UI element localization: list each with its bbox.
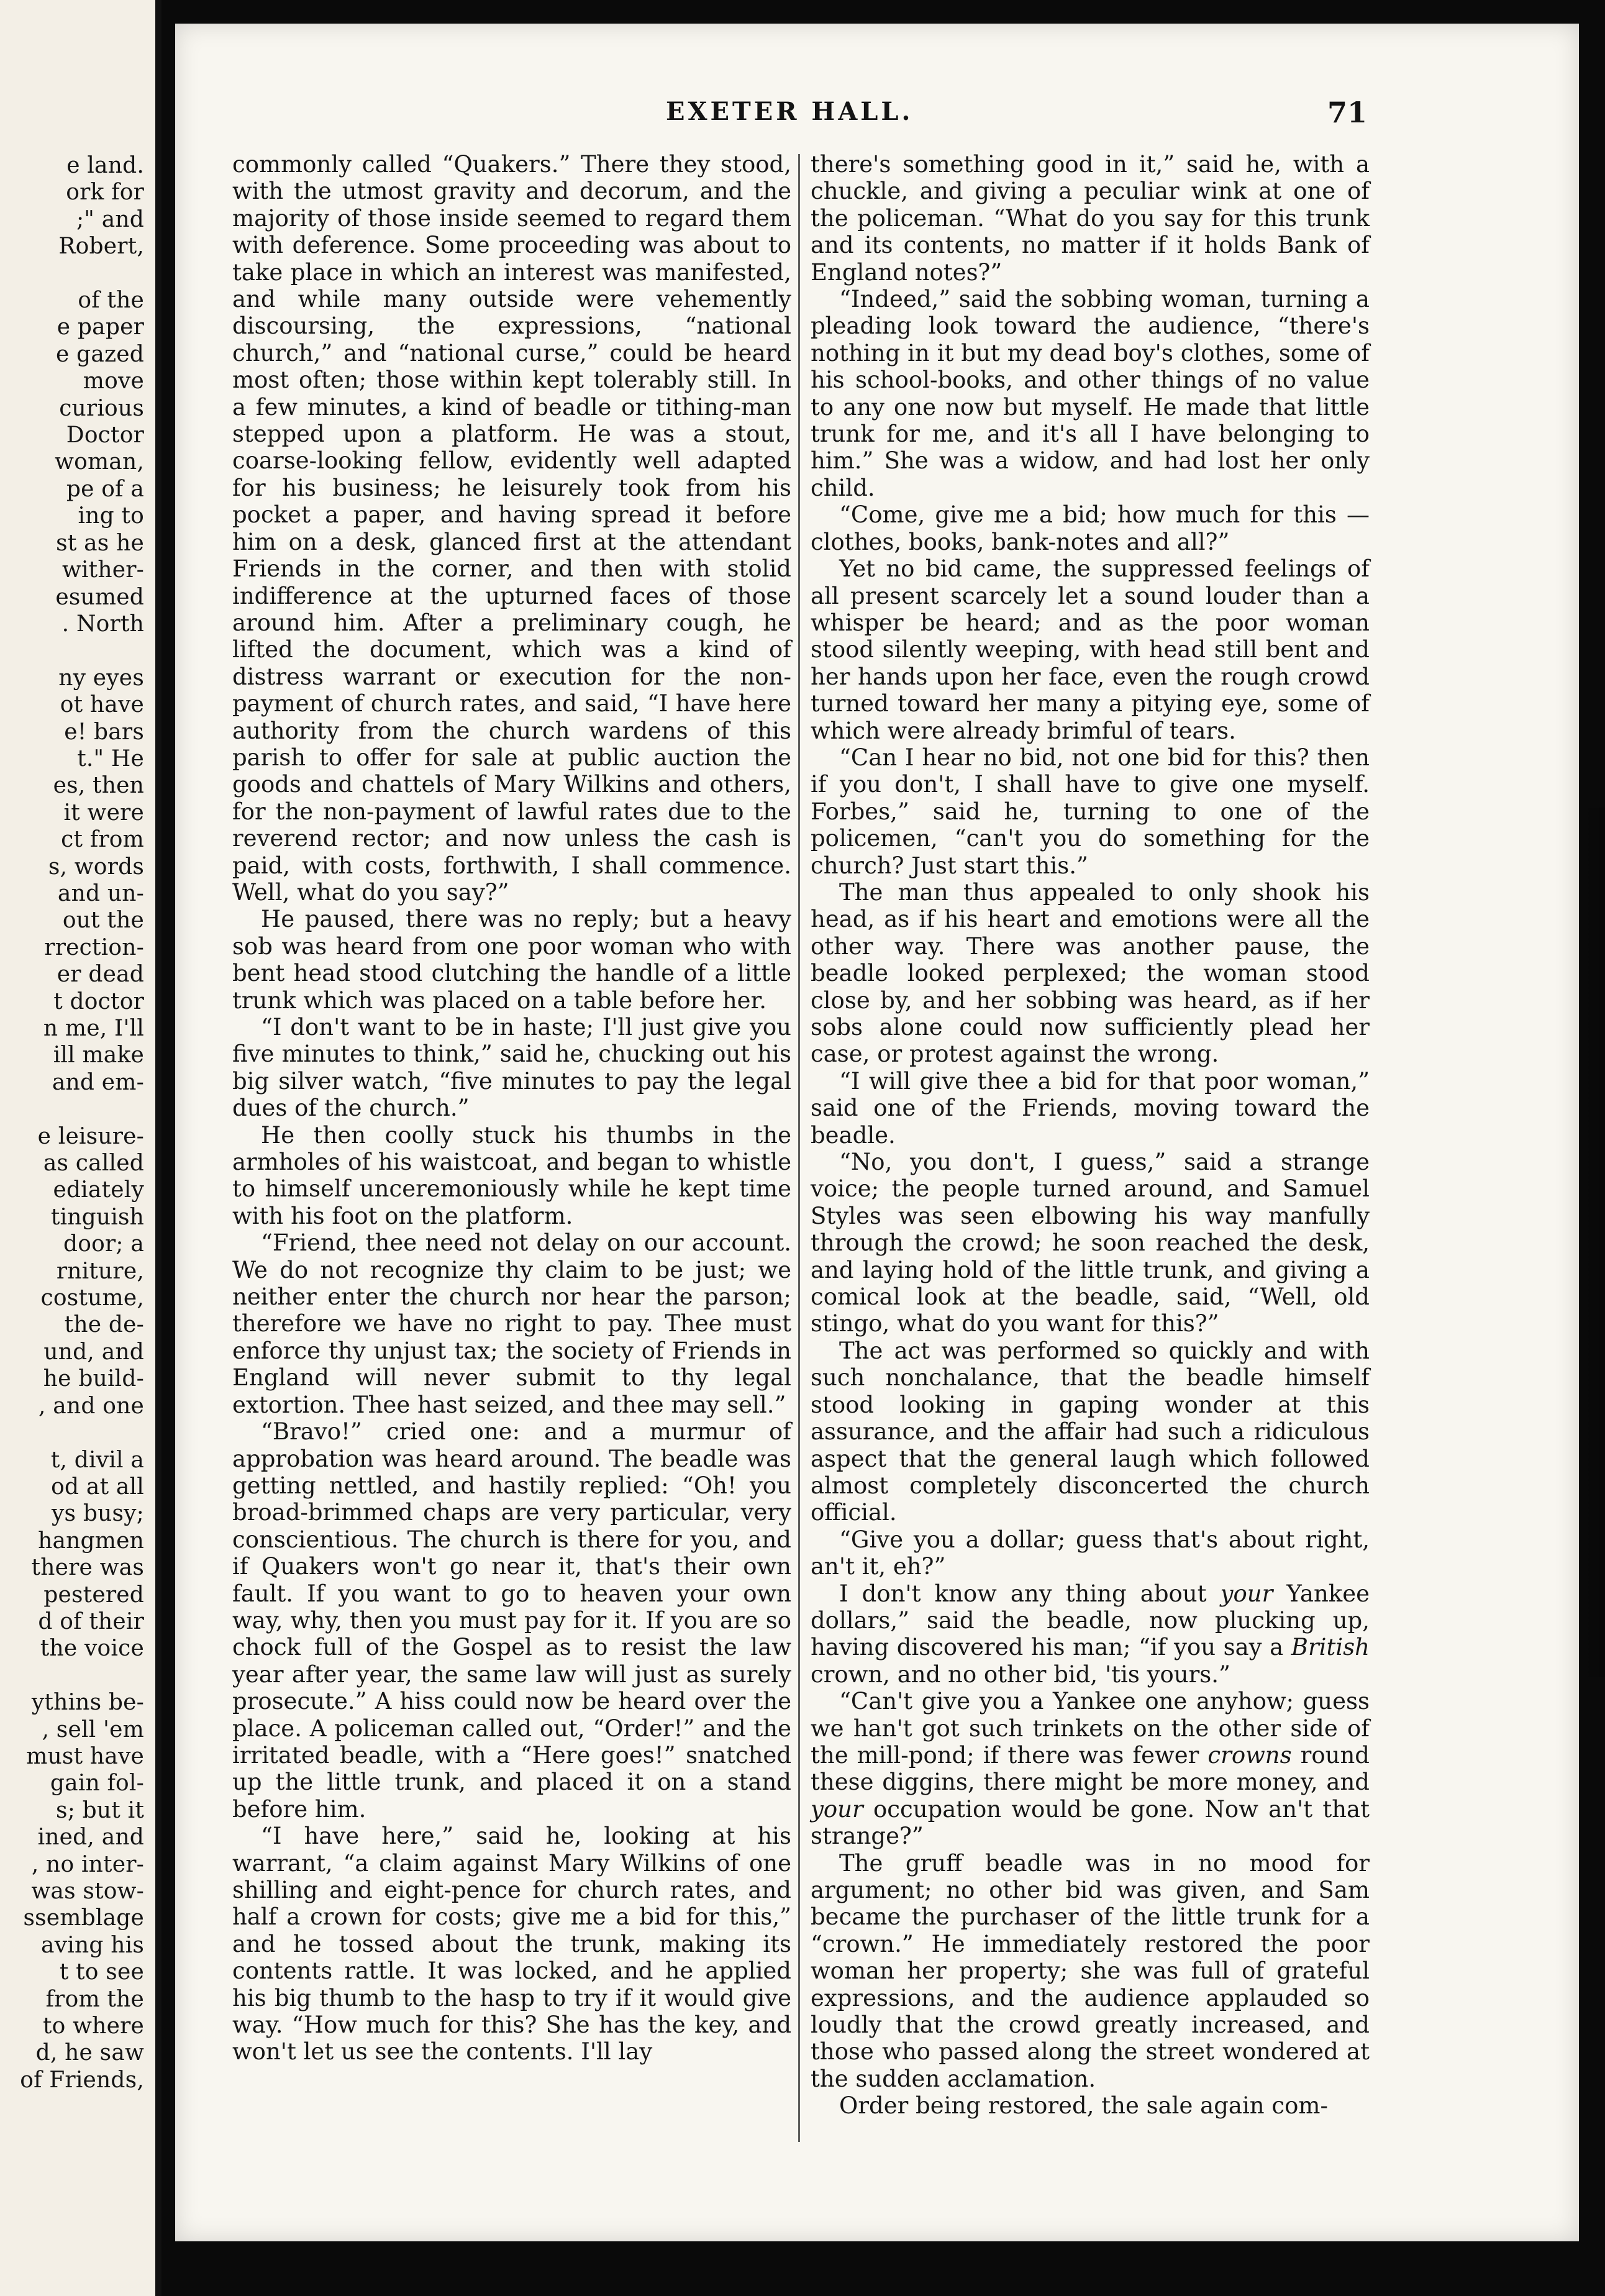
previous-page-line: ythins be- bbox=[31, 1690, 144, 1716]
previous-page-line: was stow- bbox=[31, 1879, 144, 1904]
previous-page-line: ing to bbox=[78, 503, 144, 529]
previous-page-line: Robert, bbox=[58, 234, 144, 260]
paragraph: “Give you a dollar; guess that's about right, an't it, eh?” bbox=[811, 1526, 1370, 1580]
paragraph: He then coolly stuck his thumbs in the armholes of his waistcoat, and began to whistle to himself unceremoniously while he kept time with his foot on the platform. bbox=[232, 1121, 791, 1229]
previous-page-line: and un- bbox=[57, 880, 144, 906]
previous-page-line: woman, bbox=[55, 449, 144, 475]
previous-page-line: wither- bbox=[61, 557, 144, 583]
paragraph: “I don't want to be in haste; I'll just give you five minutes to think,” said he, chucking out his big silver watch, “five minutes to pay the legal dues of the church.” bbox=[232, 1014, 791, 1122]
left-text-column bbox=[232, 151, 791, 2066]
previous-page-line: ny eyes bbox=[58, 665, 144, 691]
previous-page-line: , no inter- bbox=[31, 1851, 144, 1877]
paragraph: He paused, there was no reply; but a heavy sob was heard from one poor woman who with bent head stood clutching the handle of a little trunk which was placed on a table before her. bbox=[232, 906, 791, 1014]
previous-page-line: pe of a bbox=[66, 476, 144, 502]
previous-page-line: od at all bbox=[51, 1474, 144, 1500]
previous-page-line: ork for bbox=[66, 180, 144, 206]
book-page bbox=[175, 24, 1579, 2241]
previous-page-line: the de- bbox=[64, 1312, 144, 1338]
previous-page-line: hangmen bbox=[38, 1528, 144, 1554]
previous-page-edge bbox=[0, 0, 161, 2296]
paragraph: commonly called “Quakers.” There they stood, with the utmost gravity and decorum, and the majority of those inside seemed to regard them with deference. Some proceeding was about to take place in which an interest was manifested, and while many outside were vehemently discoursing, the expressions, “national church,” and “national curse,” could be heard most often; those within kept tolerably still. In a few minutes, a kind of beadle or tithing-man stepped upon a platform. He was a stout, coarse-looking fellow, evidently well adapted for his business; he leisurely took from his pocket a paper, and having spread it before him on a desk, glanced first at the attendant Friends in the corner, and then with stolid indifference at the upturned faces of those around him. After a preliminary cough, he lifted the document, which was a kind of distress warrant or execution for the non-payment of church rates, and said, “I have here authority from the church wardens of this parish to offer for sale at public auction the goods and chattels of Mary Wilkins and others, for the non-payment of lawful rates due to the reverend rector; and now unless the cash is paid, with costs, forthwith, I shall commence. Well, what do you say?” bbox=[232, 151, 791, 906]
previous-page-line: of the bbox=[78, 288, 144, 314]
paragraph: “Indeed,” said the sobbing woman, turning a pleading look toward the audience, “there's nothing in it but my dead boy's clothes, some of his school-books, and other things of no value to any one now but myself. He made that little trunk for me, and it's all I have belonging to him.” She was a widow, and had lost her only child. bbox=[811, 286, 1370, 501]
previous-page-line: ill make bbox=[53, 1042, 144, 1068]
previous-page-line: t, divil a bbox=[50, 1447, 144, 1473]
previous-page-line: es, then bbox=[53, 773, 144, 799]
previous-page-line: pestered bbox=[43, 1582, 144, 1608]
running-head-title: EXETER HALL. bbox=[666, 97, 914, 126]
previous-page-line: move bbox=[83, 368, 144, 394]
previous-page-line: and em- bbox=[52, 1069, 144, 1095]
previous-page-line: ys busy; bbox=[51, 1501, 144, 1527]
previous-page-line: Doctor bbox=[66, 422, 144, 449]
previous-page-line: must have bbox=[26, 1743, 144, 1769]
previous-page-line: ediately bbox=[53, 1177, 144, 1203]
running-head bbox=[175, 97, 1579, 134]
previous-page-line: there was bbox=[31, 1555, 144, 1581]
previous-page-line: n me, I'll bbox=[43, 1016, 144, 1041]
previous-page-line: er dead bbox=[57, 962, 144, 988]
paragraph: “Can't give you a Yankee one anyhow; guess we han't got such trinkets on the other side of the mill-pond; if there was fewer crowns round these diggins, there might be more money, and your occupation would be gone. Now an't that strange?” bbox=[811, 1688, 1370, 1850]
paragraph: there's something good in it,” said he, with a chuckle, and giving a peculiar wink at one of the policeman. “What do you say for this trunk and its contents, no matter if it holds Bank of England notes?” bbox=[811, 151, 1370, 286]
paragraph: “I will give thee a bid for that poor woman,” said one of the Friends, moving toward the beadle. bbox=[811, 1067, 1370, 1149]
previous-page-line: d of their bbox=[38, 1608, 144, 1634]
previous-page-line: aving his bbox=[41, 1932, 144, 1958]
paragraph: “Can I hear no bid, not one bid for this? then if you don't, I shall have to give one myself. Forbes,” said he, turning to one of the policemen, “can't you do something for the church? Just start this.” bbox=[811, 744, 1370, 879]
previous-page-line bbox=[0, 1419, 144, 1446]
paragraph: The man thus appealed to only shook his head, as if his heart and emotions were all the other way. There was another pause, the beadle looked perplexed; the woman stood close by, and her sobbing was heard, as if her sobs alone could now sufficiently plead her case, or protest against the wrong. bbox=[811, 878, 1370, 1068]
column-divider bbox=[798, 154, 800, 2142]
previous-page-line: e! bars bbox=[64, 719, 144, 745]
scan-edge-shadow bbox=[1580, 808, 1605, 1677]
paragraph: “Friend, thee need not delay on our account. We do not recognize thy claim to be just; we neither enter the church nor hear the parson; therefore we have no right to pay. Thee must enforce thy unjust tax; the society of Friends in England will never submit to thy legal extortion. Thee hast seized, and thee may sell.” bbox=[232, 1229, 791, 1418]
previous-page-line: t to see bbox=[59, 1959, 144, 1985]
previous-page-line: st as he bbox=[56, 530, 144, 556]
page-number: 71 bbox=[1327, 96, 1368, 129]
previous-page-line: t doctor bbox=[53, 988, 144, 1014]
previous-page-line: esumed bbox=[55, 584, 144, 610]
previous-page-line: s; but it bbox=[56, 1797, 144, 1823]
previous-page-line: curious bbox=[59, 395, 144, 421]
previous-page-line: und, and bbox=[43, 1339, 144, 1365]
paragraph: “No, you don't, I guess,” said a strange voice; the people turned around, and Samuel Styles was seen elbowing his way manfully through the crowd; he soon reached the desk, and laying hold of the little trunk, and giving a comical look at the beadle, said, “Well, old stingo, what do you want for this?” bbox=[811, 1149, 1370, 1337]
paragraph: Order being restored, the sale again com- bbox=[839, 2092, 1328, 2120]
previous-page-line: as called bbox=[43, 1150, 144, 1177]
paragraph: The gruff beadle was in no mood for argument; no other bid was given, and Sam became the purchaser of the little trunk for a “crown.” He immediately restored the poor woman her property; she was full of grateful expressions, and the audience applauded so loudly that the crowd greatly increased, and those who passed along the street wondered at the sudden acclamation. bbox=[811, 1849, 1370, 2092]
previous-page-line: , sell 'em bbox=[42, 1716, 144, 1742]
paragraph: “I have here,” said he, looking at his warrant, “a claim against Mary Wilkins of one shilling and eight-pence for church rates, and half a crown for costs; give me a bid for this,” and he tossed about the trunk, making its contents rattle. It was locked, and he applied his big thumb to the hasp to try if it would give way. “How much for this? She has the key, and won't let us see the contents. I'll lay bbox=[232, 1823, 791, 2066]
previous-page-line: ined, and bbox=[37, 1824, 144, 1851]
paragraph: The act was performed so quickly and with such nonchalance, that the beadle himself stood looking in gaping wonder at this assurance, and the affair had such a ridiculous aspect that the general laugh which followed almost completely disconcerted the church official. bbox=[811, 1337, 1370, 1526]
paragraph: I don't know any thing about your Yankee dollars,” said the beadle, now plucking up, having discovered his man; “if you say a British crown, and no other bid, 'tis yours.” bbox=[811, 1580, 1370, 1688]
previous-page-line: of Friends, bbox=[20, 2067, 144, 2093]
previous-page-line bbox=[0, 637, 144, 664]
previous-page-line: to where bbox=[42, 2013, 144, 2039]
previous-page-line: d, he saw bbox=[35, 2040, 144, 2066]
previous-page-line: ot have bbox=[60, 692, 144, 718]
previous-page-line: he build- bbox=[43, 1366, 144, 1392]
paragraph: Yet no bid came, the suppressed feelings of all present scarcely let a sound louder than a whisper be heard; and as the poor woman stood silently weeping, with head still bent and her hands upon her face, even the rough crowd turned toward her many a pitying eye, some of which were already brimful of tears. bbox=[811, 555, 1370, 744]
previous-page-line: tinguish bbox=[50, 1204, 144, 1230]
previous-page-line: t." He bbox=[77, 745, 144, 772]
previous-page-line: , and one bbox=[39, 1393, 144, 1419]
previous-page-line: gain fol- bbox=[50, 1770, 144, 1797]
previous-page-line: door; a bbox=[63, 1231, 144, 1257]
previous-page-line: e paper bbox=[57, 314, 144, 340]
previous-page-line: e land. bbox=[66, 153, 144, 178]
previous-page-line: e leisure- bbox=[37, 1123, 144, 1149]
previous-page-text-fragments bbox=[0, 152, 144, 2093]
previous-page-line: e gazed bbox=[56, 341, 144, 367]
previous-page-line: from the bbox=[45, 1986, 144, 2012]
previous-page-line: the voice bbox=[40, 1636, 144, 1662]
previous-page-line bbox=[0, 1662, 144, 1689]
previous-page-line: s, words bbox=[48, 854, 144, 880]
previous-page-line bbox=[0, 1096, 144, 1123]
previous-page-line: ;" and bbox=[76, 206, 144, 232]
paragraph: “Bravo!” cried one: and a murmur of approbation was heard around. The beadle was getting nettled, and hastily replied: “Oh! you broad-brimmed chaps are very particular, very conscientious. The church is there for you, and if Quakers won't go near it, that's their own fault. If you want to go to heaven your own way, why, then you must pay for it. If you are so chock full of the Gospel as to resist the law year after year, the same law will just as surely prosecute.” A hiss could now be heard over the place. A policeman called out, “Order!” and the irritated beadle, with a “Here goes!” snatched up the little trunk, and placed it on a stand before him. bbox=[232, 1418, 791, 1823]
previous-page-line bbox=[0, 260, 144, 287]
previous-page-line: costume, bbox=[40, 1285, 144, 1311]
previous-page-line: ct from bbox=[61, 827, 144, 853]
previous-page-line: rniture, bbox=[56, 1258, 144, 1284]
paragraph: “Come, give me a bid; how much for this —clothes, books, bank-notes and all?” bbox=[811, 501, 1370, 555]
right-text-column bbox=[811, 151, 1370, 2120]
previous-page-line: it were bbox=[63, 800, 144, 826]
previous-page-line: ssemblage bbox=[23, 1905, 144, 1931]
previous-page-line: out the bbox=[62, 908, 144, 934]
previous-page-line: rrection- bbox=[44, 934, 144, 960]
previous-page-line: . North bbox=[61, 611, 144, 637]
